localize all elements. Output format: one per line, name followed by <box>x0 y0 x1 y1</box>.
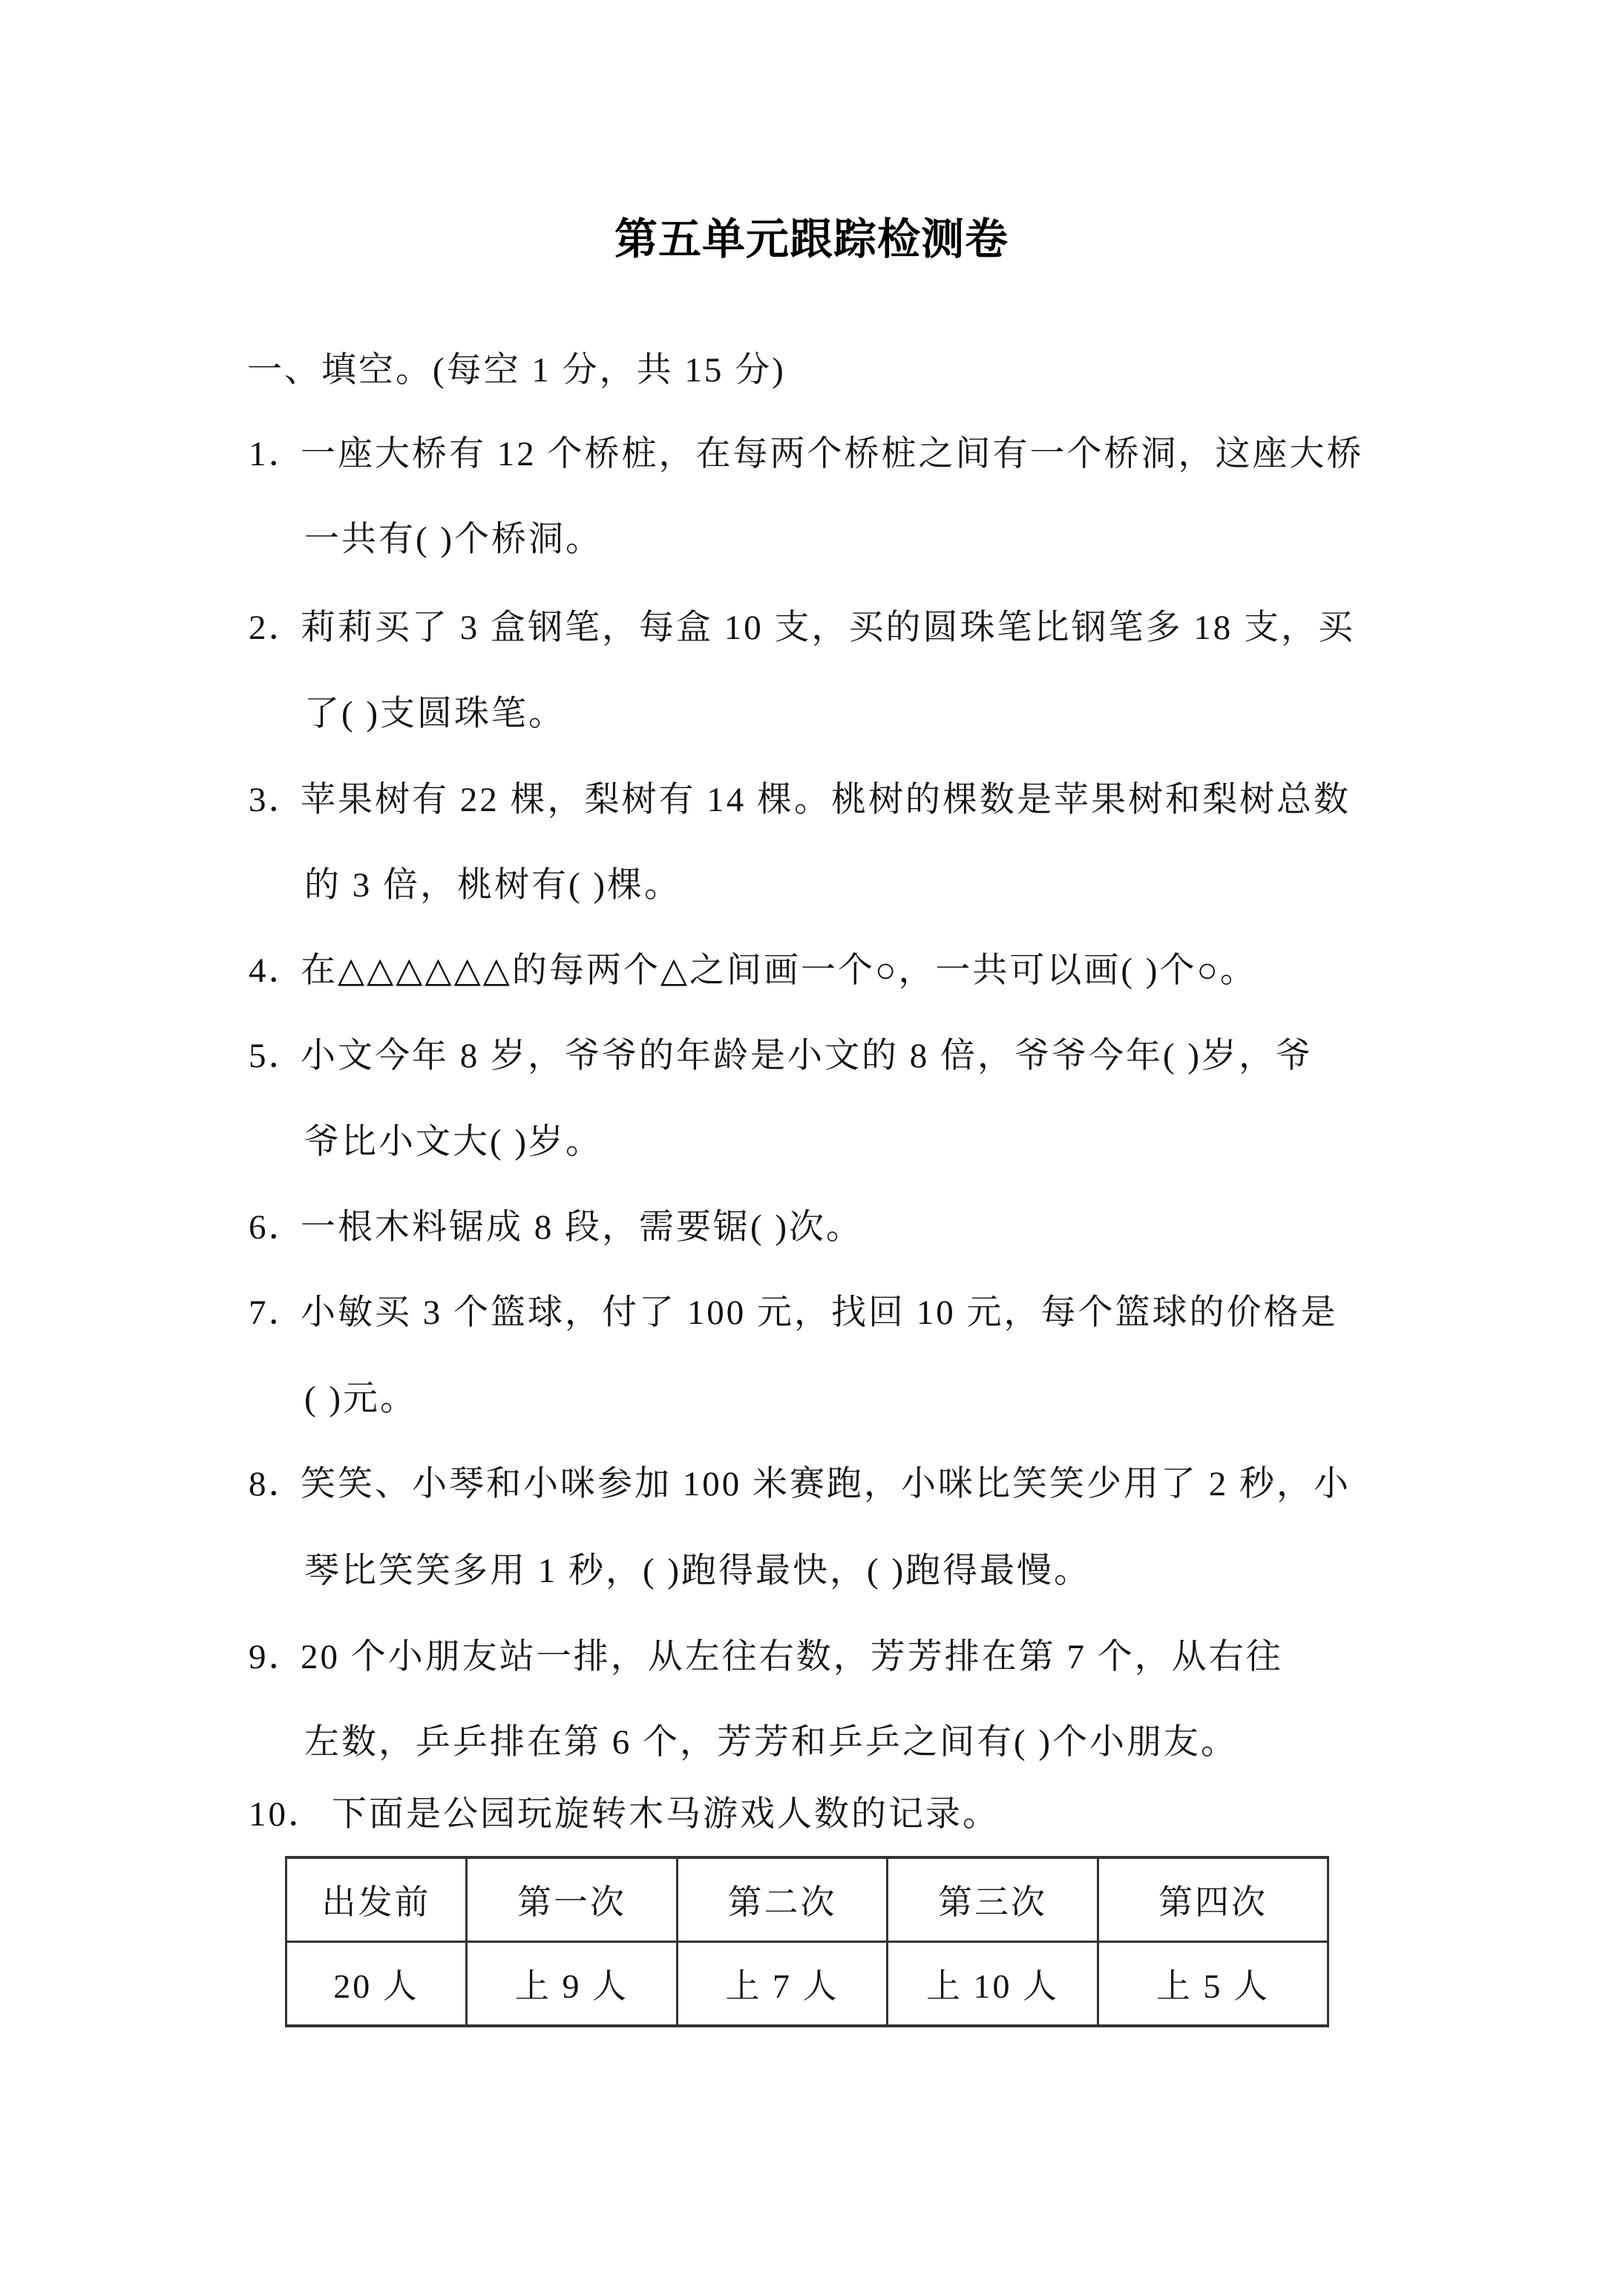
question-text: 一座大桥有 12 个桥桩，在每两个桥桩之间有一个桥洞，这座大桥 <box>301 435 1364 473</box>
table-header-row <box>286 1857 1328 1942</box>
question-number: 10． <box>249 1795 325 1834</box>
question-text: 在△△△△△△的每两个△之间画一个○，一共可以画( )个○。 <box>301 951 1257 990</box>
table-header-cell: 出发前 <box>286 1857 467 1942</box>
question-text: 小文今年 8 岁，爷爷的年龄是小文的 8 倍，爷爷今年( )岁，爷 <box>301 1037 1314 1075</box>
question-number: 3． <box>249 781 306 819</box>
question-text-cont: 琴比笑笑多用 1 秒，( )跑得最快，( )跑得最慢。 <box>304 1552 1092 1590</box>
question-text: 莉莉买了 3 盒钢笔，每盒 10 支，买的圆珠笔比钢笔多 18 支，买 <box>301 609 1355 647</box>
question-text-cont: 一共有( )个桥洞。 <box>304 520 603 559</box>
question-number: 2． <box>249 609 306 647</box>
table-header-cell: 第二次 <box>678 1857 888 1942</box>
table-cell: 上 10 人 <box>888 1942 1098 2027</box>
table-cell: 上 7 人 <box>678 1942 888 2027</box>
question-number: 5． <box>249 1037 306 1075</box>
question-text-cont: 爷比小文大( )岁。 <box>304 1123 603 1161</box>
question-text: 一根木料锯成 8 段，需要锯( )次。 <box>301 1208 864 1247</box>
question-text-cont: 的 3 倍，桃树有( )棵。 <box>304 866 682 905</box>
table-cell: 上 5 人 <box>1098 1942 1328 2027</box>
question-number: 4． <box>249 951 306 990</box>
section-heading <box>247 348 786 393</box>
section-heading-text: 一、填空。(每空 1 分，共 15 分) <box>247 351 786 390</box>
table-header-cell: 第一次 <box>467 1857 678 1942</box>
table-header-cell: 第三次 <box>888 1857 1098 1942</box>
question-text-cont: 了( )支圆珠笔。 <box>304 695 566 733</box>
question-text: 笑笑、小琴和小咪参加 100 米赛跑，小咪比笑笑少用了 2 秒，小 <box>301 1465 1351 1503</box>
carousel-record-table <box>285 1856 1329 2027</box>
question-text: 小敏买 3 个篮球，付了 100 元，找回 10 元，每个篮球的价格是 <box>301 1293 1338 1332</box>
question-number: 7． <box>249 1293 306 1332</box>
question-number: 9． <box>249 1638 306 1676</box>
question-text-cont: ( )元。 <box>304 1380 418 1418</box>
question-number: 8． <box>249 1465 306 1503</box>
table-cell: 20 人 <box>286 1942 467 2027</box>
question-text-cont: 左数，乒乒排在第 6 个，芳芳和乒乒之间有( )个小朋友。 <box>304 1723 1239 1762</box>
question-text: 苹果树有 22 棵，梨树有 14 棵。桃树的棵数是苹果树和梨树总数 <box>301 781 1351 819</box>
question-number: 6． <box>249 1208 306 1247</box>
question-text: 20 个小朋友站一排，从左往右数，芳芳排在第 7 个，从右往 <box>301 1638 1283 1676</box>
question-number: 1． <box>249 435 306 473</box>
table-cell: 上 9 人 <box>467 1942 678 2027</box>
table-header-cell: 第四次 <box>1098 1857 1328 1942</box>
table-row <box>286 1942 1328 2027</box>
page-title: 第五单元跟踪检测卷 <box>614 214 1009 264</box>
question-text: 下面是公园玩旋转木马游戏人数的记录。 <box>332 1795 1000 1834</box>
